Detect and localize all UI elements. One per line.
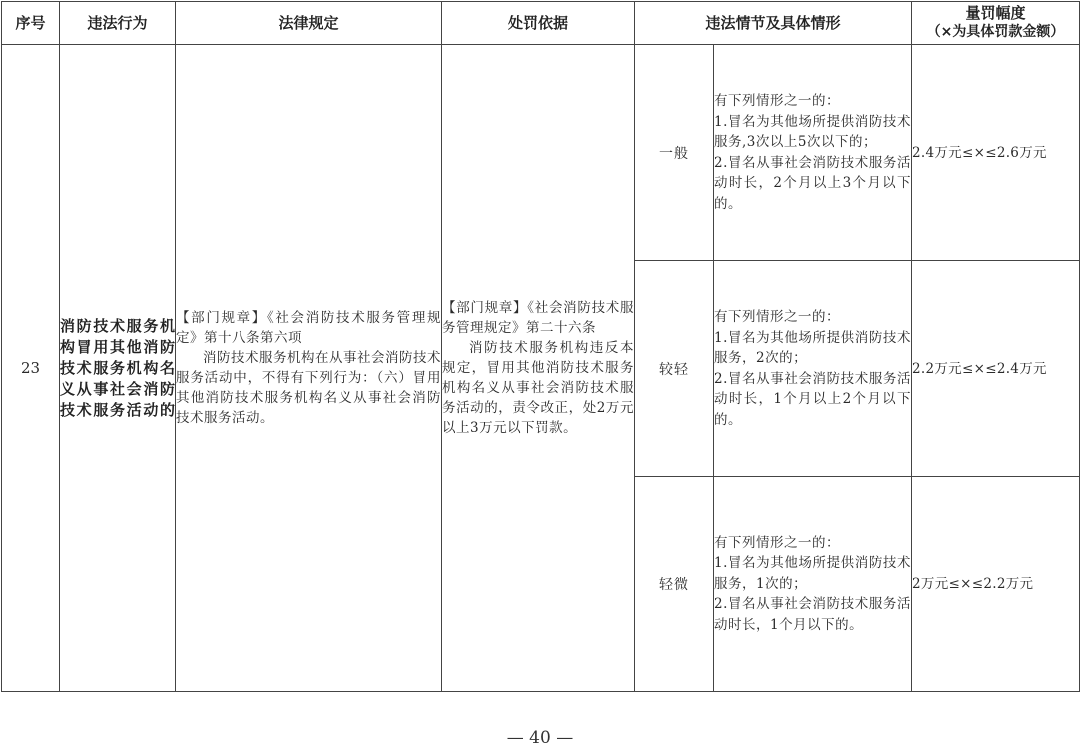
header-range-note: （×为具体罚款金额） (926, 24, 1065, 40)
violation-description: 消防技术服务机构冒用其他消防技术服务机构名义从事社会消防技术服务活动的 (60, 45, 176, 692)
header-circumstances: 违法情节及具体情形 (635, 2, 912, 45)
header-law: 法律规定 (176, 2, 442, 45)
level-details (714, 477, 912, 692)
level-label: 一般 (635, 45, 714, 261)
level-details (714, 261, 912, 477)
details-intro: 有下列情形之一的： (714, 534, 840, 551)
page-number: — 40 — (506, 728, 574, 748)
basis-text: 消防技术服务机构违反本规定，冒用其他消防技术服务机构名义从事社会消防技术服务活动的，责令改正，处2万元以上3万元以下罚款。 (442, 340, 634, 436)
penalty-amount: 2.2万元≤×≤2.4万元 (912, 261, 1080, 477)
details-item: 1.冒名为其他场所提供消防技术服务,3次以上5次以下的； (714, 113, 912, 150)
details-item: 1.冒名为其他场所提供消防技术服务，2次的； (714, 329, 912, 366)
penalty-amount: 2万元≤×≤2.2万元 (912, 477, 1080, 692)
header-basis: 处罚依据 (442, 2, 635, 45)
table-row-level-general (2, 45, 1080, 261)
details-item: 2.冒名从事社会消防技术服务活动时长，1个月以下的。 (714, 596, 912, 633)
law-citation: 【部门规章】《社会消防技术服务管理规定》第十八条第六项 (176, 310, 441, 346)
details-item: 2.冒名从事社会消防技术服务活动时长，1个月以上2个月以下的。 (714, 370, 912, 428)
header-row (2, 2, 1080, 45)
row-seq: 23 (2, 45, 60, 692)
header-violation: 违法行为 (60, 2, 176, 45)
level-details (714, 45, 912, 261)
details-intro: 有下列情形之一的： (714, 93, 840, 109)
penalty-basis (442, 45, 635, 692)
level-label: 轻微 (635, 477, 714, 692)
header-penalty-range (912, 2, 1080, 45)
law-text: 消防技术服务机构在从事社会消防技术服务活动中，不得有下列行为：（六）冒用其他消防技术服务机构名义从事社会消防技术服务活动。 (176, 350, 441, 426)
header-seq: 序号 (2, 2, 60, 45)
details-item: 1.冒名为其他场所提供消防技术服务，1次的； (714, 555, 912, 592)
details-item: 2.冒名从事社会消防技术服务活动时长，2个月以上3个月以下的。 (714, 154, 912, 212)
basis-citation: 【部门规章】《社会消防技术服务管理规定》第二十六条 (442, 300, 634, 336)
level-label: 较轻 (635, 261, 714, 477)
penalty-amount: 2.4万元≤×≤2.6万元 (912, 45, 1080, 261)
penalty-standards-table (1, 1, 1080, 692)
header-range-title: 量罚幅度 (965, 4, 1026, 22)
law-provision (176, 45, 442, 692)
details-intro: 有下列情形之一的： (714, 309, 840, 325)
